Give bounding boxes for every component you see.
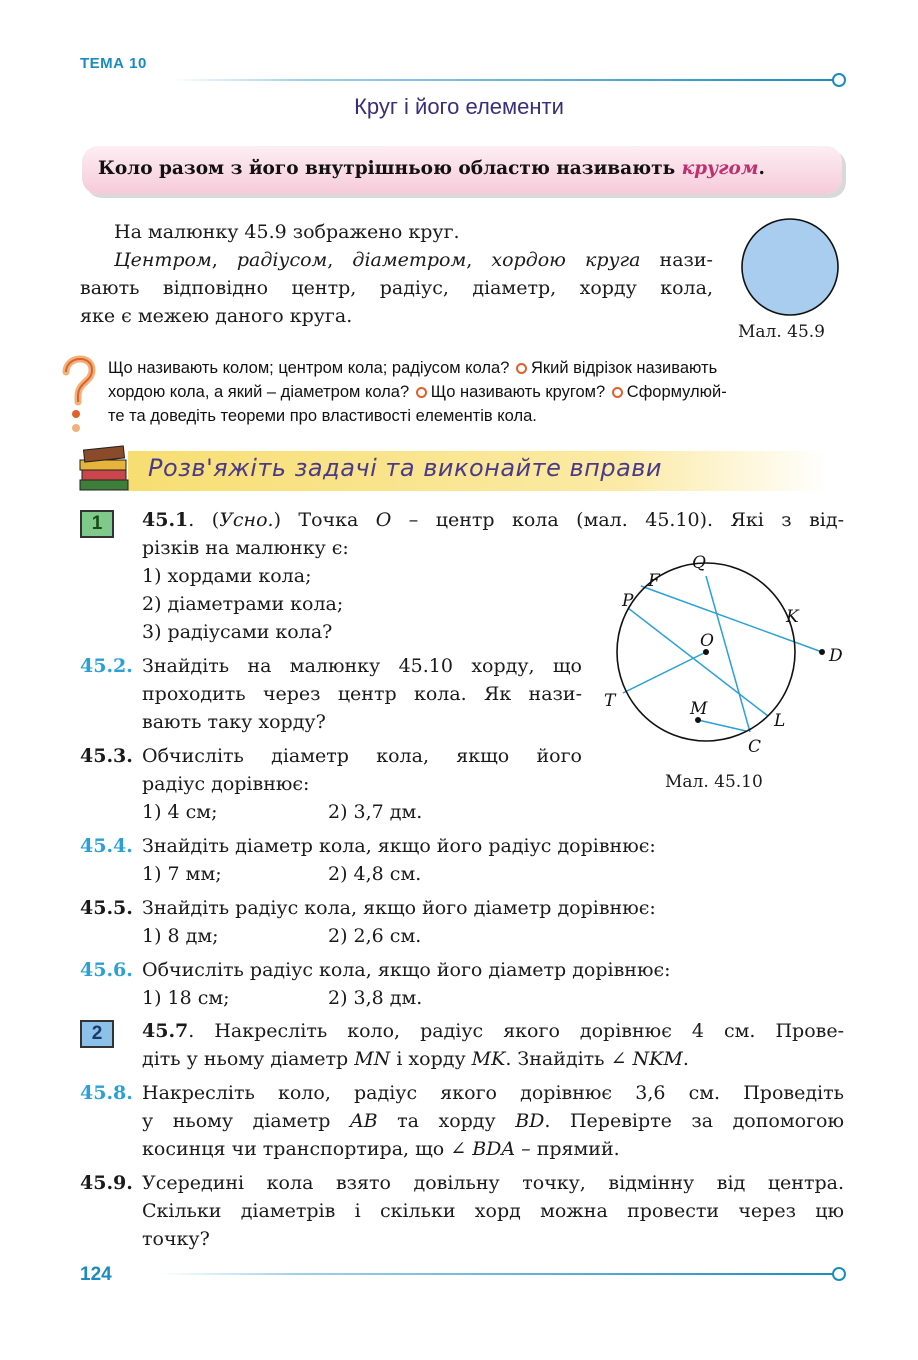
problem-45-6-line-1: Обчисліть радіус кола, якщо його діаметр дорівнює: [142,959,671,981]
problem-45-1-line-2: різків на малюнку є: [142,537,349,559]
label-P: P [622,591,634,611]
footer-rule-end [832,1267,846,1281]
label-M: M [690,699,708,719]
problem-45-1-item-3: 3) радіусами кола? [142,621,333,643]
label-F: F [648,571,660,591]
radius-OT [623,652,706,693]
label-D: D [829,646,843,666]
problem-45-4-option-2: 2) 4,8 см. [328,863,422,885]
problem-45-1-item-1: 1) хордами кола; [142,565,312,587]
problem-45-3-line-1: Обчисліть діаметр кола, якщо його [142,745,582,767]
books-icon [76,444,132,494]
problem-45-2-number: 45.2. [80,655,133,677]
question-mark-icon [58,352,98,436]
label-C: C [748,737,762,757]
figure-45-9-circle [738,216,844,322]
problem-45-7-line-1: 45.7. Накресліть коло, радіус якого дорівнює 4 см. Прове- [142,1020,844,1042]
problem-45-8-line-2: у ньому діаметр AB та хорду BD. Перевірте за допомогою [142,1110,845,1132]
definition-text: Коло разом з його внутрішньою областю називають кругом. [98,158,765,179]
level-2-badge: 2 [80,1020,114,1048]
review-questions: Що називають колом; центром кола; радіусом кола? Який відрізок називають хордою кола, а який – діаметром кола? Що називають кругом? Сформулюй- те та доведіть теореми про властивості елементів кола. [108,359,727,425]
point-D [819,649,825,655]
problem-45-6-number: 45.6. [80,959,133,981]
segment-MC [698,720,746,731]
header-rule-end [832,73,846,87]
intro-line-3: вають відповідно центр, радіус, діаметр, хорду кола, [80,277,713,299]
intro-line-2: Центром, радіусом, діаметром, хордою круга нази- [114,249,713,271]
page-title: Круг і його елементи [354,94,564,119]
problem-45-6-option-1: 1) 18 см; [142,987,230,1009]
problem-45-6-option-2: 2) 3,8 дм. [328,987,423,1009]
problem-45-3-number: 45.3. [80,745,133,767]
problem-45-2-line-1: Знайдіть на малюнку 45.10 хорду, що [142,655,582,677]
intro-line-1: На малюнку 45.9 зображено круг. [114,221,460,243]
footer-rule [160,1273,838,1275]
problem-45-2-line-3: вають таку хорду? [142,711,326,733]
problem-45-4-option-1: 1) 7 мм; [142,863,222,885]
figure-45-10-segments [623,576,822,732]
problem-45-8-line-1: Накресліть коло, радіус якого дорівнює 3,6 см. Проведіть [142,1082,844,1104]
problem-45-5-line-1: Знайдіть радіус кола, якщо його діаметр дорівнює: [142,897,656,919]
problem-45-9-line-2: Скільки діаметрів і скільки хорд можна провести через цю [142,1200,844,1222]
intro-line-4: яке є межею даного круга. [80,305,353,327]
label-K: K [786,607,799,627]
problem-45-1-line-1: 45.1. (Усно.) Точка O – центр кола (мал. 45.10). Які з від- [142,509,844,531]
bullet-icon [516,363,527,374]
label-L: L [774,711,786,731]
figure-45-9-caption: Мал. 45.9 [738,322,826,342]
problem-45-8-line-3: косинця чи транспортира, що ∠ BDA – прямий. [142,1138,620,1160]
problem-45-1-item-2: 2) діаметрами кола; [142,593,344,615]
problem-45-4-line-1: Знайдіть діаметр кола, якщо його радіус дорівнює: [142,835,656,857]
page-number: 124 [80,1264,112,1285]
figure-45-10 [596,548,856,760]
figure-45-10-caption: Мал. 45.10 [665,772,763,792]
level-1-badge: 1 [80,510,114,538]
label-Q: Q [692,553,706,573]
problem-45-3-option-1: 1) 4 см; [142,801,218,823]
bullet-icon [612,387,623,398]
problem-45-9-line-3: точку? [142,1228,210,1250]
bullet-icon [416,387,427,398]
problem-45-3-line-2: радіус дорівнює: [142,773,310,795]
problem-45-5-number: 45.5. [80,897,133,919]
problem-45-3-option-2: 2) 3,7 дм. [328,801,423,823]
exercises-banner-text: Розв'яжіть задачі та виконайте вправи [148,454,663,482]
header-rule [170,79,838,81]
problem-45-8-number: 45.8. [80,1082,133,1104]
chord-QC [706,576,750,732]
problem-45-5-option-2: 2) 2,6 см. [328,925,422,947]
label-O: O [700,631,714,651]
definition-term: кругом [681,158,759,179]
problem-45-9-line-1: Усередині кола взято довільну точку, відмінну від центра. [142,1172,844,1194]
problem-45-4-number: 45.4. [80,835,133,857]
problem-45-5-option-1: 1) 8 дм; [142,925,219,947]
label-T: T [604,691,616,711]
problem-45-2-line-2: проходить через центр кола. Як нази- [142,683,582,705]
topic-label: ТЕМА 10 [80,55,147,72]
problem-45-7-line-2: діть у ньому діаметр MN і хорду MK. Знайдіть ∠ NKM. [142,1048,689,1070]
problem-45-9-number: 45.9. [80,1172,133,1194]
